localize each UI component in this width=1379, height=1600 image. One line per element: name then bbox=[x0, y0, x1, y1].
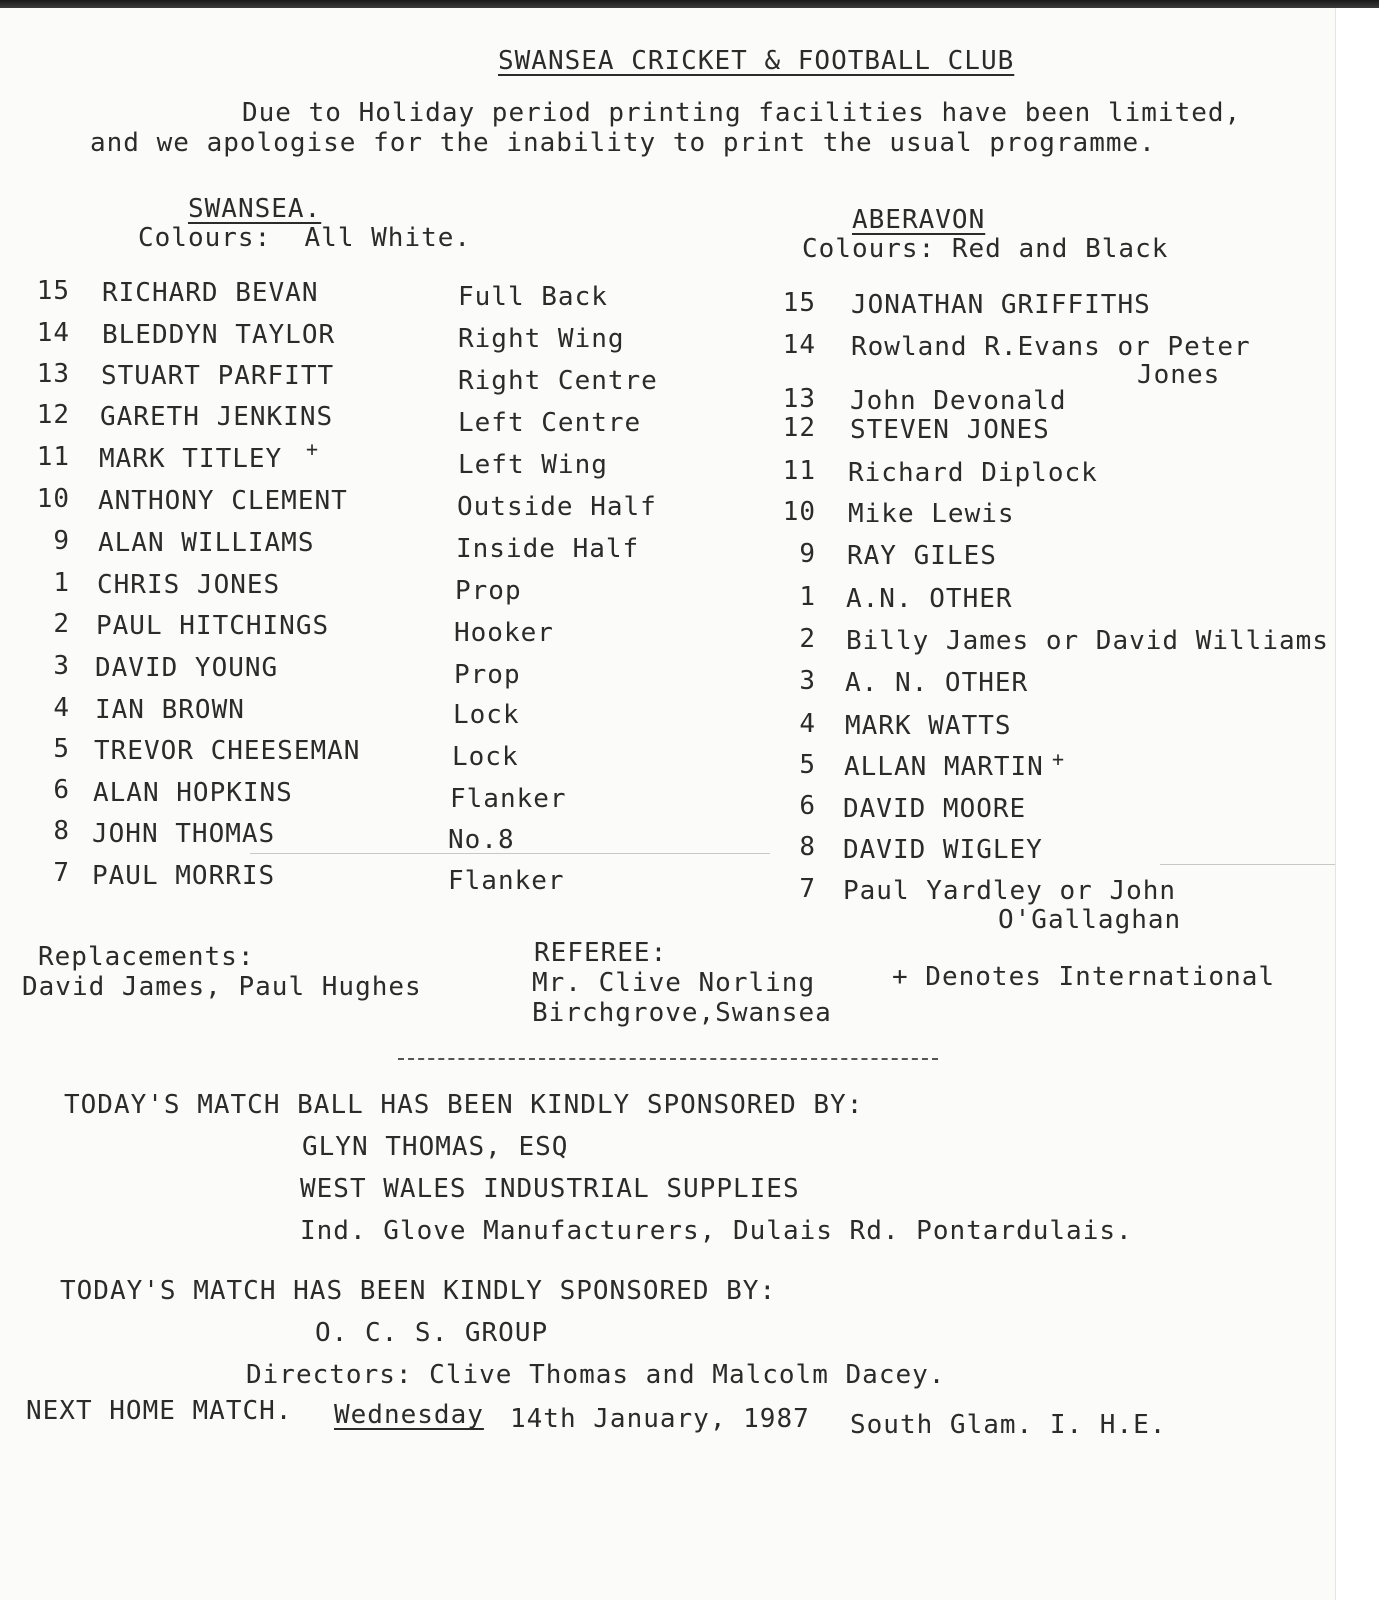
home-player-name: MARK TITLEY bbox=[99, 444, 283, 474]
away-player-number: 9 bbox=[799, 539, 816, 569]
referee-label: REFEREE: bbox=[534, 938, 668, 968]
home-player-position: Inside Half bbox=[456, 534, 640, 564]
home-player-name: JOHN THOMAS bbox=[92, 819, 276, 849]
away-player-name: DAVID WIGLEY bbox=[843, 835, 1043, 865]
home-player-position: Right Wing bbox=[458, 324, 625, 354]
next-match-day: Wednesday bbox=[334, 1400, 484, 1430]
match-sponsor-group: O. C. S. GROUP bbox=[315, 1318, 549, 1348]
away-player-number: 4 bbox=[799, 709, 816, 739]
home-player-name: RICHARD BEVAN bbox=[102, 278, 319, 308]
home-player-position: Full Back bbox=[458, 282, 608, 312]
next-match-label: NEXT HOME MATCH. bbox=[26, 1396, 293, 1426]
away-team-name: ABERAVON bbox=[852, 205, 986, 235]
away-player-name: A. N. OTHER bbox=[845, 668, 1029, 698]
home-player-position: Flanker bbox=[448, 866, 565, 896]
away-player-name-continued: O'Gallaghan bbox=[998, 905, 1182, 935]
notice-line-1: Due to Holiday period printing facilities have been limited, bbox=[242, 98, 1242, 128]
home-player-position: Lock bbox=[452, 742, 519, 772]
away-player-name: Richard Diplock bbox=[848, 458, 1098, 488]
home-player-name: DAVID YOUNG bbox=[95, 653, 279, 683]
home-player-name: STUART PARFITT bbox=[101, 361, 335, 391]
away-player-name: DAVID MOORE bbox=[843, 794, 1027, 824]
match-sponsor-heading: TODAY'S MATCH HAS BEEN KINDLY SPONSORED BY: bbox=[60, 1276, 777, 1306]
home-player-position: Right Centre bbox=[458, 366, 658, 396]
international-legend: + Denotes International bbox=[892, 962, 1276, 992]
home-player-name: TREVOR CHEESEMAN bbox=[94, 736, 361, 766]
home-player-number: 4 bbox=[53, 693, 70, 723]
away-player-name: Paul Yardley or John bbox=[843, 876, 1177, 906]
away-player-name: John Devonald bbox=[850, 386, 1067, 416]
ball-sponsor-heading: TODAY'S MATCH BALL HAS BEEN KINDLY SPONSORED BY: bbox=[64, 1090, 864, 1120]
home-player-number: 12 bbox=[36, 400, 70, 430]
home-player-position: Flanker bbox=[450, 784, 567, 814]
home-player-number: 10 bbox=[36, 484, 70, 514]
scan-edge bbox=[1335, 0, 1379, 1600]
home-player-name: CHRIS JONES bbox=[97, 570, 281, 600]
away-player-name: A.N. OTHER bbox=[846, 584, 1013, 614]
home-player-number: 13 bbox=[36, 359, 70, 389]
away-player-number: 11 bbox=[782, 456, 816, 486]
away-player-name: ALLAN MARTIN bbox=[844, 752, 1044, 782]
replacements-label: Replacements: bbox=[38, 942, 255, 972]
notice-line-2: and we apologise for the inability to print the usual programme. bbox=[90, 128, 1156, 158]
home-player-name: IAN BROWN bbox=[95, 695, 245, 725]
home-player-position: Lock bbox=[453, 700, 520, 730]
international-marker: + bbox=[1052, 747, 1066, 771]
home-player-number: 3 bbox=[53, 651, 70, 681]
away-player-number: 14 bbox=[782, 330, 816, 360]
home-player-number: 11 bbox=[36, 442, 70, 472]
home-player-name: BLEDDYN TAYLOR bbox=[102, 320, 336, 350]
scan-top-edge bbox=[0, 0, 1379, 8]
home-player-position: Outside Half bbox=[457, 492, 657, 522]
home-player-name: GARETH JENKINS bbox=[100, 402, 334, 432]
club-title: SWANSEA CRICKET & FOOTBALL CLUB bbox=[498, 46, 1015, 76]
away-player-name: Rowland R.Evans or Peter bbox=[851, 332, 1251, 362]
home-player-number: 6 bbox=[53, 775, 70, 805]
referee-name: Mr. Clive Norling bbox=[532, 968, 816, 998]
international-marker: + bbox=[306, 437, 320, 461]
home-player-number: 15 bbox=[36, 276, 70, 306]
referee-town: Birchgrove,Swansea bbox=[532, 998, 832, 1028]
home-player-number: 7 bbox=[53, 858, 70, 888]
section-divider bbox=[398, 1058, 938, 1060]
home-player-name: ALAN WILLIAMS bbox=[98, 528, 315, 558]
home-player-name: ANTHONY CLEMENT bbox=[98, 486, 348, 516]
away-player-name: MARK WATTS bbox=[845, 711, 1012, 741]
ball-sponsor-line: GLYN THOMAS, ESQ bbox=[302, 1132, 569, 1162]
home-player-position: No.8 bbox=[448, 825, 515, 855]
away-player-number: 10 bbox=[782, 497, 816, 527]
paper-fold-line bbox=[250, 853, 770, 854]
home-player-position: Prop bbox=[455, 576, 522, 606]
away-player-name-continued: Jones bbox=[1137, 360, 1221, 390]
home-player-number: 2 bbox=[53, 609, 70, 639]
match-sponsor-directors: Directors: Clive Thomas and Malcolm Dacey. bbox=[246, 1360, 946, 1390]
away-player-number: 8 bbox=[799, 832, 816, 862]
away-player-number: 2 bbox=[799, 624, 816, 654]
away-player-number: 13 bbox=[782, 384, 816, 414]
home-player-position: Left Wing bbox=[458, 450, 608, 480]
next-match-date: 14th January, 1987 bbox=[510, 1404, 810, 1434]
home-team-name: SWANSEA. bbox=[188, 194, 322, 224]
away-player-name: RAY GILES bbox=[847, 541, 997, 571]
home-player-number: 14 bbox=[36, 318, 70, 348]
away-player-name: JONATHAN GRIFFITHS bbox=[851, 290, 1151, 320]
away-player-number: 3 bbox=[799, 666, 816, 696]
away-player-number: 7 bbox=[799, 874, 816, 904]
home-player-number: 9 bbox=[53, 526, 70, 556]
ball-sponsor-line: WEST WALES INDUSTRIAL SUPPLIES bbox=[300, 1174, 800, 1204]
away-player-number: 15 bbox=[782, 288, 816, 318]
ball-sponsor-line: Ind. Glove Manufacturers, Dulais Rd. Pontardulais. bbox=[300, 1216, 1133, 1246]
away-player-number: 5 bbox=[799, 750, 816, 780]
home-player-position: Prop bbox=[454, 660, 521, 690]
away-team-colours: Colours: Red and Black bbox=[802, 234, 1169, 264]
away-player-number: 1 bbox=[799, 582, 816, 612]
replacements-names: David James, Paul Hughes bbox=[22, 972, 422, 1002]
home-player-position: Left Centre bbox=[458, 408, 642, 438]
home-player-number: 5 bbox=[53, 734, 70, 764]
away-player-name: Billy James or David Williams bbox=[846, 626, 1329, 656]
away-player-number: 6 bbox=[799, 791, 816, 821]
home-player-name: PAUL MORRIS bbox=[92, 861, 276, 891]
next-match-opponent: South Glam. I. H.E. bbox=[850, 1410, 1167, 1440]
home-player-name: ALAN HOPKINS bbox=[93, 778, 293, 808]
home-player-number: 8 bbox=[53, 816, 70, 846]
paper-fold-line bbox=[1160, 864, 1335, 865]
home-player-number: 1 bbox=[53, 568, 70, 598]
away-player-number: 12 bbox=[782, 413, 816, 443]
home-player-position: Hooker bbox=[454, 618, 554, 648]
away-player-name: STEVEN JONES bbox=[850, 415, 1050, 445]
away-player-name: Mike Lewis bbox=[848, 499, 1015, 529]
home-team-colours: Colours: All White. bbox=[138, 223, 472, 253]
home-player-name: PAUL HITCHINGS bbox=[96, 611, 330, 641]
